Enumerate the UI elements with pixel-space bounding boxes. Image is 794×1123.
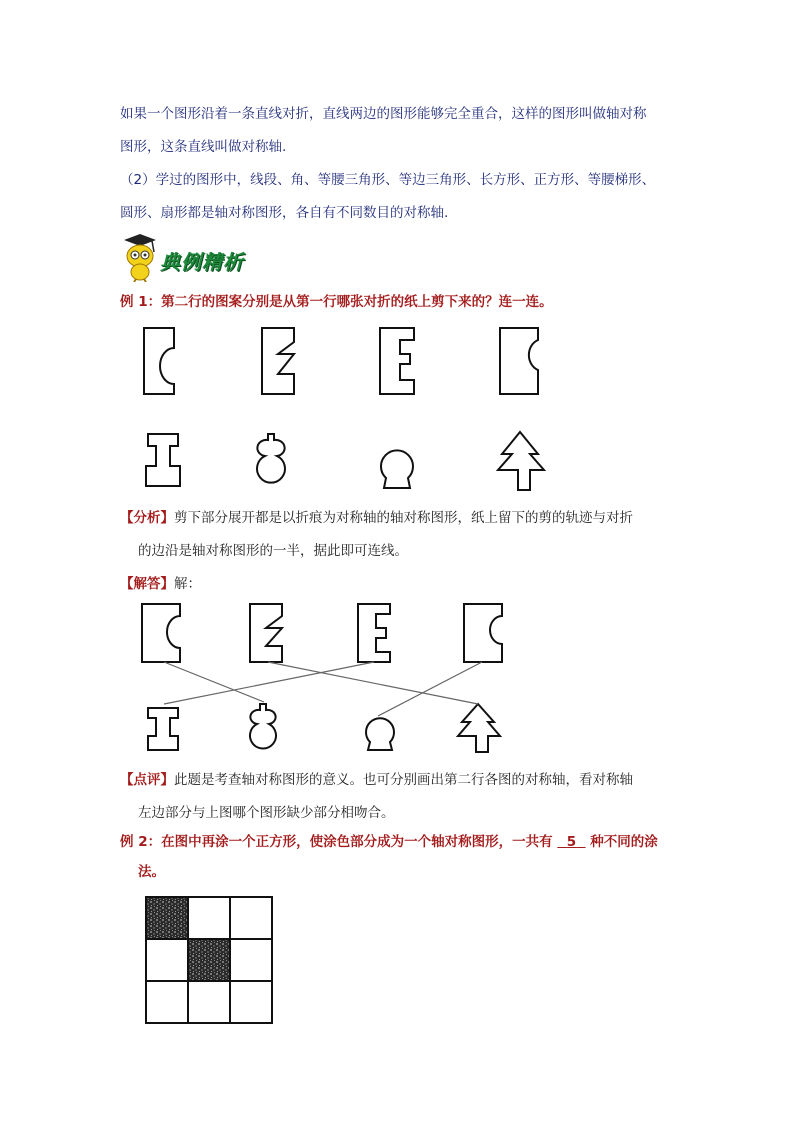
analysis-text-1: 剪下部分展开都是以折痕为对称轴的轴对称图形，纸上留下的剪的轨迹与对折 [174, 510, 633, 526]
example2-answer-blank [557, 834, 585, 850]
intro-line-2: 图形，这条直线叫做对称轴. [120, 139, 287, 155]
example2-question-part2: 种不同的涂 [585, 834, 658, 850]
grid-cell-shaded [146, 897, 188, 939]
analysis-line-1 [120, 502, 680, 535]
answer-line [120, 568, 680, 601]
example2-question [120, 826, 680, 859]
comment-line-1 [120, 764, 680, 797]
comment-text-1: 此题是考查轴对称图形的意义。也可分别画出第二行各图的对称轴，看对称轴 [174, 772, 633, 788]
answer-tag: 【解答】 [120, 576, 174, 592]
section-header [118, 232, 268, 284]
answer-paper-3 [358, 604, 390, 662]
answer-cutout-gourd [250, 704, 276, 749]
grid-cell [230, 939, 272, 981]
intro-line-1: 如果一个图形沿着一条直线对折，直线两边的图形能够完全重合，这样的图形叫做轴对称 [120, 106, 647, 122]
cutout-gourd [257, 434, 285, 483]
grid-cell [146, 981, 188, 1023]
analysis-line-2: 的边沿是轴对称图形的一半，据此即可连线。 [138, 543, 408, 559]
grid-cell-shaded [188, 939, 230, 981]
grid-cell [230, 981, 272, 1023]
grid-cell [146, 939, 188, 981]
connector-line-1 [164, 662, 374, 704]
intro-line-3: （2）学过的图形中，线段、角、等腰三角形、等边三角形、长方形、正方形、等腰梯形、 [120, 172, 656, 188]
connector-line-2 [164, 662, 264, 702]
folded-paper-3 [380, 328, 414, 394]
folded-paper-4 [500, 328, 538, 394]
connector-line-3 [378, 662, 482, 716]
intro-line-4: 圆形、扇形都是轴对称图形，各自有不同数目的对称轴. [120, 205, 449, 221]
example1-figure [130, 318, 550, 498]
answer-figure [132, 600, 532, 760]
answer-paper-2 [250, 604, 282, 662]
comment-line-2: 左边部分与上图哪个图形缺少部分相吻合。 [138, 805, 395, 821]
cutout-keyhole [381, 450, 413, 488]
cutout-i-shape [146, 434, 180, 486]
folded-paper-1 [144, 328, 174, 394]
cutout-tree [498, 432, 544, 490]
section-title: 典例精析 [160, 250, 244, 274]
example2-question-part1: 例 2：在图中再涂一个正方形，使涂色部分成为一个轴对称图形，一共有 [120, 834, 558, 850]
example2-grid [144, 895, 276, 1025]
answer-paper-4 [464, 604, 502, 662]
example2-answer-value: 5 [566, 834, 577, 850]
connector-line-4 [268, 662, 478, 704]
example2-question-line-2: 法。 [138, 864, 165, 880]
answer-text: 解： [174, 576, 201, 592]
folded-paper-2 [262, 328, 294, 394]
owl-mascot-icon [118, 232, 162, 282]
analysis-tag: 【分析】 [120, 510, 174, 526]
answer-cutout-keyhole [366, 718, 394, 750]
answer-cutout-tree [458, 704, 500, 752]
answer-paper-1 [142, 604, 180, 662]
grid-cell [230, 897, 272, 939]
grid-cell [188, 897, 230, 939]
example1-question: 例 1：第二行的图案分别是从第一行哪张对折的纸上剪下来的？连一连。 [120, 294, 553, 310]
comment-tag: 【点评】 [120, 772, 174, 788]
grid-cell [188, 981, 230, 1023]
answer-cutout-i [148, 708, 178, 750]
